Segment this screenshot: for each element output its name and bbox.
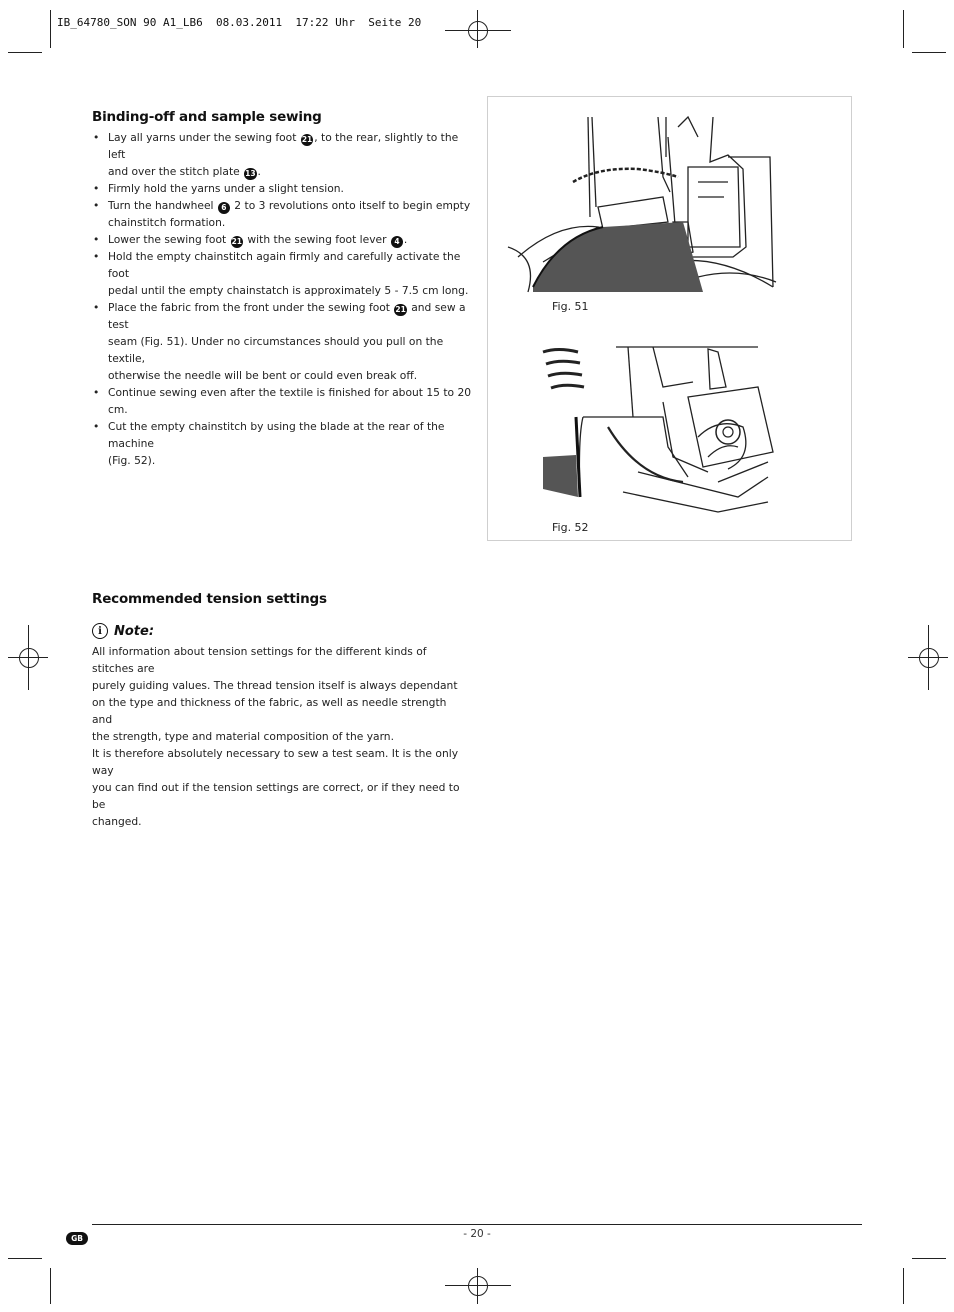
instruction-item: • Firmly hold the yarns under a slight tension.: [93, 182, 344, 195]
part-number-badge: 21: [395, 305, 406, 314]
language-badge: GB: [66, 1232, 88, 1245]
bullet-dot: •: [93, 250, 100, 263]
note-line: All information about tension settings for the different kinds of stitches are: [92, 645, 427, 675]
bullet-dot: •: [93, 233, 100, 246]
instruction-item: • Hold the empty chainstitch again firmly and carefully activate the foot pedal until the empty chainstatch is approximately 5 - 7.5 cm long.: [93, 250, 469, 297]
note-body: [92, 643, 467, 830]
instruction-item: • Cut the empty chainstitch by using the blade at the rear of the machine (Fig. 52).: [93, 420, 445, 467]
info-icon: i: [92, 623, 108, 639]
note-line: It is therefore absolutely necessary to sew a test seam. It is the only way: [92, 747, 459, 777]
instruction-list: [92, 129, 472, 469]
bullet-dot: •: [93, 420, 100, 433]
fig52-caption: Fig. 52: [552, 521, 589, 534]
note-line: you can find out if the tension settings are correct, or if they need to be: [92, 781, 460, 811]
bullet-dot: •: [93, 131, 100, 144]
instruction-item: • Turn the handwheel 6 2 to 3 revolutions onto itself to begin empty chainstitch formation.: [93, 199, 471, 229]
note-line: purely guiding values. The thread tension itself is always dependant: [92, 679, 458, 692]
note-label: Note:: [114, 623, 155, 639]
footer-rule: [92, 1224, 862, 1225]
page-number: - 20 -: [463, 1228, 491, 1240]
instruction-item: • Continue sewing even after the textile is finished for about 15 to 20 cm.: [93, 386, 472, 416]
part-number-badge: 6: [218, 202, 230, 214]
instruction-item: • Lower the sewing foot 21 with the sewing foot lever 4 .: [93, 233, 408, 246]
section-title-tension: Recommended tension settings: [92, 591, 327, 607]
section-title-binding-off: Binding-off and sample sewing: [92, 109, 322, 125]
fig51-illustration: [488, 97, 853, 542]
bullet-dot: •: [93, 301, 100, 314]
instruction-item: • Lay all yarns under the sewing foot 21 , to the rear, slightly to the left and over the stitch plate 13 .: [93, 131, 459, 178]
part-number-badge: 21: [301, 135, 313, 144]
bullet-dot: •: [93, 386, 100, 399]
note-line: on the type and thickness of the fabric, as well as needle strength and: [92, 696, 447, 726]
part-number-badge: 13: [245, 169, 256, 178]
part-number-badge: 21: [231, 237, 243, 246]
bullet-dot: •: [93, 182, 100, 195]
note-line: changed.: [92, 815, 142, 828]
note-line: the strength, type and material composition of the yarn.: [92, 730, 394, 743]
part-number-badge: 4: [391, 236, 403, 248]
note-heading: [92, 623, 154, 639]
figure-box: [487, 96, 852, 541]
bullet-dot: •: [93, 199, 100, 212]
fig51-caption: Fig. 51: [552, 300, 589, 313]
instruction-item: • Place the fabric from the front under the sewing foot 21 and sew a test seam (Fig. 51). Under no circumstances should you pull on the textile, otherwise the needle will be bent or could even break off.: [93, 301, 466, 382]
print-slug: IB_64780_SON 90 A1_LB6 08.03.2011 17:22 Uhr Seite 20: [57, 16, 422, 29]
